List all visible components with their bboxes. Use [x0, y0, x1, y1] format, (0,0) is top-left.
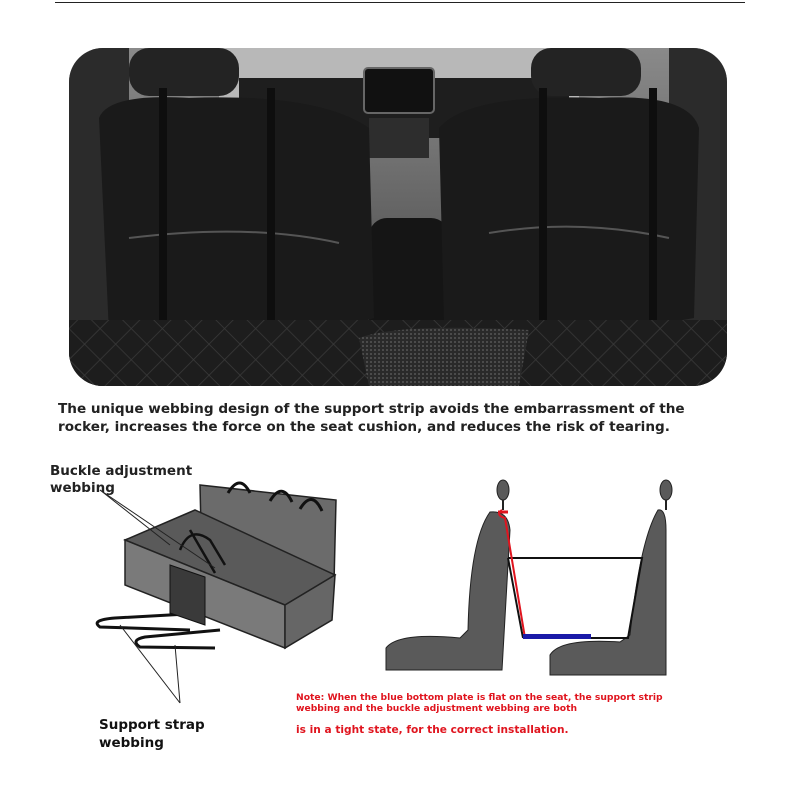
car-interior-photo — [69, 48, 727, 386]
installation-side-diagram — [380, 470, 680, 680]
front-seat-side-view — [386, 480, 510, 670]
note-line-1: Note: When the blue bottom plate is flat on the seat, the support strip — [296, 692, 663, 703]
caption-line-1: The unique webbing design of the support strip avoids the embarrassment of the — [58, 401, 685, 417]
dashboard-screen — [364, 68, 434, 113]
feature-caption — [58, 400, 748, 436]
support-label-line-2: webbing — [99, 735, 164, 751]
buckle-label-line-1: Buckle adjustment — [50, 463, 193, 479]
top-divider — [55, 2, 745, 3]
blue-bottom-plate — [523, 634, 591, 639]
note-line-3: is in a tight state, for the correct installation. — [296, 724, 569, 736]
installation-note-continued — [296, 724, 716, 737]
mesh-window — [359, 328, 529, 386]
car-interior-illustration — [69, 48, 727, 386]
buckle-label-line-2: webbing — [50, 480, 115, 496]
support-strap-label — [99, 716, 239, 752]
support-label-line-1: Support strap — [99, 717, 205, 733]
buckle-adjustment-label — [50, 463, 210, 497]
hammock-outline — [508, 558, 642, 638]
installation-note — [296, 692, 716, 714]
note-line-2: webbing and the buckle adjustment webbing are both — [296, 703, 578, 714]
rear-seat-side-view — [550, 480, 672, 675]
caption-line-2: rocker, increases the force on the seat cushion, and reduces the risk of tearing. — [58, 419, 670, 435]
